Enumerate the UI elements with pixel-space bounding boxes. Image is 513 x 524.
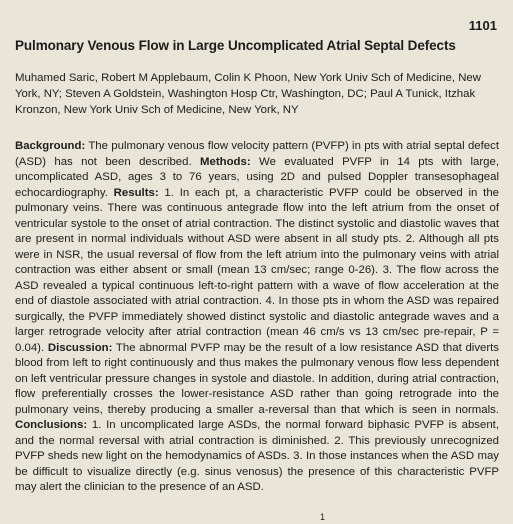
discussion-text: The abnormal PVFP may be the result of a low resistance ASD that diverts blood from left to right continuously and thus makes the pulmonary venous flow less dependent on left ventricular pressure changes in systole and diastole. In addition, during atrial contraction, flow preferentially crosses the lower-resistance ASD rather than going retrograde into the pulmonary veins, thereby producing a smaller a-reversal than that which is seen in normals. [15, 341, 499, 416]
conclusions-label: Conclusions: [15, 419, 88, 431]
discussion-label: Discussion: [47, 341, 113, 354]
methods-text: We evaluated PVFP in 14 pts with large, uncomplicated ASD, ages 3 to 76 years, using 2D and pulsed Doppler transesophageal echocardiography. [15, 155, 499, 199]
methods-label: Methods: [200, 155, 251, 168]
results-text: 1. In each pt, a characteristic PVFP could be observed in the pulmonary veins. There was continuous antegrade flow into the left atrium from the onset of ventricular systole to the onset of atrial contraction. The distinct systolic and diastolic waves that are present in normal individuals without ASD were absent in all study pts. 2. Although all pts were in NSR, the usual reversal of flow from the left atrium into the pulmonary veins with atrial contraction was either absent or small (mean 13 cm/sec; range 0-26). 3. The flow across the ASD revealed a typical continuous left-to-right pattern with a wave of flow acceleration at the end of diastole associated with atrial contraction. 4. In those pts in whom the ASD was repaired surgically, the PVFP immediately showed distinct systolic and diastolic antegrade waves and a larger retrograde velocity after atrial contraction (mean 46 cm/s vs 13 cm/sec pre-repair, P = 0.04). [15, 186, 499, 354]
article-title: Pulmonary Venous Flow in Large Uncomplicated Atrial Septal Defects [15, 38, 456, 53]
conclusions-text: 1. In uncomplicated large ASDs, the normal forward biphasic PVFP is absent, and the normal reversal with atrial contraction is diminished. 2. This previously unrecognized PVFP sheds new light on the hemodynamics of ASDs. 3. In those instances when the ASD may be difficult to visualize directly (e.g. sinus venosus) the presence of this characteristic PVFP may alert the clinician to the presence of an ASD. [15, 419, 499, 493]
background-label: Background: [15, 140, 86, 152]
abstract-body [15, 139, 499, 496]
background-text: The pulmonary venous flow velocity pattern (PVFP) in pts with atrial septal defect (ASD) has not been described. [15, 140, 499, 168]
results-label: Results: [113, 186, 159, 199]
page-number: 1101 [468, 18, 497, 33]
footer-mark: 1 [320, 512, 326, 522]
author-affiliations: Muhamed Saric, Robert M Applebaum, Colin K Phoon, New York Univ Sch of Medicine, New York, NY; Steven A Goldstein, Washington Hosp Ctr, Washington, DC; Paul A Tunick, Itzhak Kronzon, New York Univ Sch of Medicine, New York, NY [15, 72, 481, 116]
